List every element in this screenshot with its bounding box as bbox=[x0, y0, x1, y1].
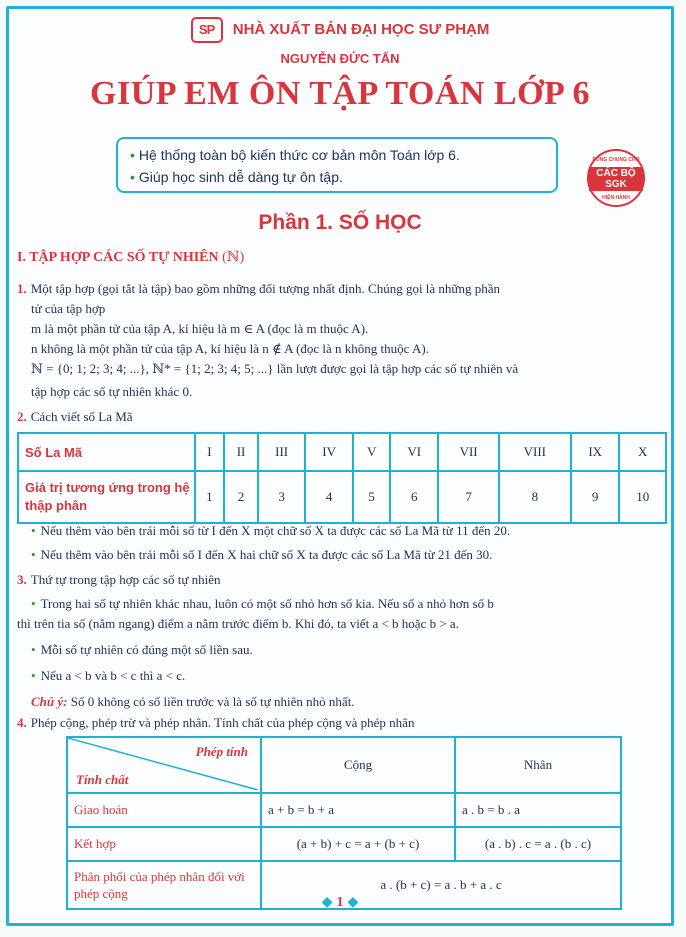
author-name: NGUYỄN ĐỨC TẤN bbox=[280, 51, 400, 66]
book-title: GIÚP EM ÔN TẬP TOÁN LỚP 6 bbox=[90, 75, 590, 112]
add-formula: a + b = b + a bbox=[261, 793, 455, 827]
header-property: Tính chất bbox=[76, 772, 129, 787]
page-footer bbox=[9, 894, 671, 911]
item-4-title: 4. Phép cộng, phép trừ và phép nhân. Tính chất của phép cộng và phép nhân bbox=[17, 715, 415, 730]
roman-numeral: VI bbox=[390, 433, 438, 471]
publisher-logo: SP bbox=[191, 17, 223, 43]
decimal-value: 5 bbox=[353, 471, 390, 523]
decimal-value: 10 bbox=[619, 471, 666, 523]
add-formula: (a + b) + c = a + (b + c) bbox=[261, 827, 455, 861]
decimal-value: 3 bbox=[258, 471, 305, 523]
publisher-name: NHÀ XUẤT BẢN ĐẠI HỌC SƯ PHẠM bbox=[232, 20, 490, 38]
roman-numeral: X bbox=[619, 433, 666, 471]
sgk-badge: DÙNG CHUNG CHO CÁC BỘ SGK HIỆN HÀNH bbox=[587, 149, 645, 207]
part-title: Phần 1. SỐ HỌC bbox=[258, 211, 422, 234]
diamond-icon: ◆ bbox=[321, 895, 333, 910]
page bbox=[6, 6, 674, 926]
roman-numeral: IX bbox=[571, 433, 619, 471]
intro-item: • Giúp học sinh dễ dàng tự ôn tập. bbox=[130, 169, 343, 185]
roman-numeral: II bbox=[224, 433, 259, 471]
mul-formula: a . b = b . a bbox=[455, 793, 621, 827]
decimal-value: 2 bbox=[224, 471, 259, 523]
diagonal-header-cell bbox=[67, 737, 261, 793]
decimal-value: 4 bbox=[305, 471, 353, 523]
row-label: Phân phối của phép nhân đối với phép cộng bbox=[67, 861, 261, 909]
decimal-value: 9 bbox=[571, 471, 619, 523]
row-label: Kết hợp bbox=[67, 827, 261, 861]
mul-formula: (a . b) . c = a . (b . c) bbox=[455, 827, 621, 861]
diamond-icon: ◆ bbox=[347, 895, 359, 910]
item-2-title: 2. Cách viết số La Mã bbox=[17, 409, 133, 424]
section-title: I. TẬP HỢP CÁC SỐ TỰ NHIÊN (ℕ) bbox=[17, 250, 245, 265]
item-2-bullets: • Nếu thêm vào bên trái mỗi số từ I đến X một chữ số X ta được các số La Mã từ 11 đến 20. • Nếu thêm vào bên trái mỗi số I đến X hai chữ số X ta được các số La Mã từ 21 đến 30. bbox=[31, 523, 511, 562]
decimal-value: 6 bbox=[390, 471, 438, 523]
intro-box bbox=[116, 137, 558, 193]
item-3: 3. Thứ tự trong tập hợp các số tự nhiên • Trong hai số tự nhiên khác nhau, luôn có một số nhỏ hơn số kia. Nếu số a nhỏ hơn số b thì trên tia số (nằm ngang) điểm a nằm trước điểm b. Khi đó, ta viết a < b hoặc b > a. • Mỗi số tự nhiên có đúng một số liền sau. • Nếu a < b và b < c thì a < c. Chú ý: Số 0 không có số liền trước và là số tự nhiên nhỏ nhất. bbox=[17, 572, 494, 709]
page-number: 1 bbox=[336, 895, 344, 910]
intro-item: • Hệ thống toàn bộ kiến thức cơ bản môn Toán lớp 6. bbox=[130, 147, 460, 163]
properties-table bbox=[66, 736, 622, 910]
decimal-row-label: Giá trị tương ứng trong hệ thập phân bbox=[18, 471, 195, 523]
decimal-value: 8 bbox=[499, 471, 571, 523]
roman-numeral: III bbox=[258, 433, 305, 471]
roman-row-label: Số La Mã bbox=[18, 433, 195, 471]
dist-formula: a . (b + c) = a . b + a . c bbox=[261, 861, 621, 909]
header-operation: Phép tính bbox=[195, 744, 248, 759]
roman-numeral: IV bbox=[305, 433, 353, 471]
decimal-value: 7 bbox=[438, 471, 498, 523]
roman-numeral: VIII bbox=[499, 433, 571, 471]
roman-numeral: I bbox=[195, 433, 224, 471]
roman-numeral: VII bbox=[438, 433, 498, 471]
publisher-header bbox=[9, 17, 671, 43]
decimal-value: 1 bbox=[195, 471, 224, 523]
item-1: 1. Một tập hợp (gọi tắt là tập) bao gồm những đối tượng nhất định. Chúng gọi là những phần tử của tập hợp m là một phần tử của tập A, kí hiệu là m ∈ A (đọc là m thuộc A). n không là một phần tử của tập A, kí hiệu là n ∉ A (đọc là n không thuộc A). ℕ = {0; 1; 2; 3; 4; ...}, ℕ* = {1; 2; 3; 4; 5; ...} lần lượt được gọi là tập hợp các số tự nhiên và tập hợp các số tự nhiên khác 0. bbox=[17, 281, 519, 399]
roman-table bbox=[17, 432, 667, 524]
roman-numeral: V bbox=[353, 433, 390, 471]
column-add: Cộng bbox=[261, 737, 455, 793]
row-label: Giao hoán bbox=[67, 793, 261, 827]
column-mul: Nhân bbox=[455, 737, 621, 793]
